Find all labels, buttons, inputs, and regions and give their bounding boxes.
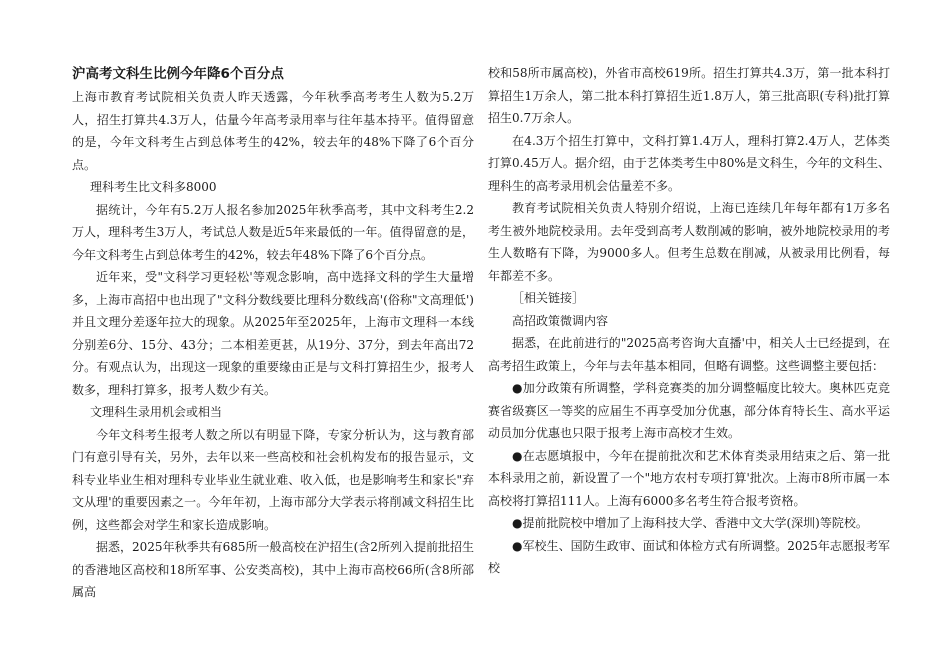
paragraph-trend: 近年来，受"文科学习更轻松'等观念影响，高中选择文科的学生大量增多，上海市高招中也出现了"文科分数线要比理科分数线高'(俗称"文高理低')并且文理分差逐年拉大的现象。从2025年至2025年，上海市文理科一本线分别差6分、15分、43分；二本相差更甚，从19分、37分，到去年高出72分。有观点认为，出现这一现象的重要缘由正是与文科打算招生少，报考人数多，理科打算多，报考人数少有关。: [72, 270, 474, 397]
subheading-policy-adjustments: 高招政策微调内容: [512, 313, 609, 328]
subheading-related-links: ［相关链接］: [512, 291, 585, 305]
bullet-rural-program: ●在志愿填报中，今年在提前批次和艺术体育类录用结束之后、第一批本科录用之前，新设置了一个"地方农村专项打算'批次。上海市8所市属一本高校将打算招111人。上海有6000多名考生符合报考资格。: [488, 448, 890, 508]
subheading-science-vs-arts: 理科考生比文科多8000: [90, 180, 217, 194]
left-column: [72, 62, 474, 604]
article-title: 沪高考文科生比例今年降6个百分点: [72, 66, 284, 82]
paragraph-policy-intro: 据悉，在此前进行的"2025高考咨询大直播'中，相关人士已经提到，在高考招生政策上，今年与去年基本相同，但略有调整。这些调整主要包括：: [488, 336, 890, 373]
bullet-military: ●军校生、国防生政审、面试和体检方式有所调整。2025年志愿报考军校: [488, 538, 890, 575]
bullet-bonus-points: ●加分政策有所调整，学科竞赛类的加分调整幅度比较大。奥林匹克竞赛省级赛区一等奖的应届生不再享受加分优惠，部分体育特长生、高水平运动员加分优惠也只限于报考上海市高校才生效。: [488, 381, 890, 440]
paragraph-plan-breakdown: 在4.3万个招生打算中，文科打算1.4万人，理科打算2.4万人，艺体类打算0.45万人。据介绍，由于艺体类考生中80%是文科生，今年的文科生、理科生的高考录用机会估量差不多。: [488, 133, 890, 193]
paragraph-out-of-town: 教育考试院相关负责人特别介绍说，上海已连续几年每年都有1万多名考生被外地院校录用。去年受到高考人数削减的影响，被外地院校录用的考生人数略有下降，为9000多人。但考生总数在削减，从被录用比例看，每年都差不多。: [488, 201, 890, 283]
bullet-early-batch: ●提前批院校中增加了上海科技大学、香港中文大学(深圳)等院校。: [512, 516, 868, 530]
paragraph-statistics: 据统计，今年有5.2万人报名参加2025年秋季高考，其中文科考生2.2万人，理科考生3万人，考试总人数是近5年来最低的一年。值得留意的是，今年文科考生占到总体考生的42%，较去年48%下降了6个百分点。: [72, 202, 474, 262]
paragraph-colleges-continued: 校和58所市属高校)，外省市高校619所。招生打算共4.3万，第一批本科打算招生1万余人，第二批本科打算招生近1.8万人，第三批高职(专科)批打算招生0.7万余人。: [488, 66, 890, 125]
paragraph-analysis: 今年文科考生报考人数之所以有明显下降，专家分析认为，这与教育部门有意引导有关，另外，去年以来一些高校和社会机构发布的报告显示，文科专业毕业生相对理科专业毕业生就业难、收入低，也是影响考生和家长"弃文从理'的重要因素之一。今年年初，上海市部分大学表示将削减文科招生比例，这些都会对学生和家长造成影响。: [72, 427, 474, 532]
subheading-admission-chance: 文理科生录用机会或相当: [90, 405, 223, 419]
paragraph-intro: 上海市教育考试院相关负责人昨天透露，今年秋季高考考生人数为5.2万人，招生打算共4.3万人，估量今年高考录用率与往年基本持平。值得留意的是，今年文科考生占到总体考生的42%，较去年的48%下降了6个百分点。: [72, 90, 474, 172]
right-column: [488, 62, 890, 580]
paragraph-colleges: 据悉，2025年秋季共有685所一般高校在沪招生(含2所列入提前批招生的香港地区高校和18所军事、公安类高校)，其中上海市高校66所(含8所部属高: [72, 540, 474, 599]
